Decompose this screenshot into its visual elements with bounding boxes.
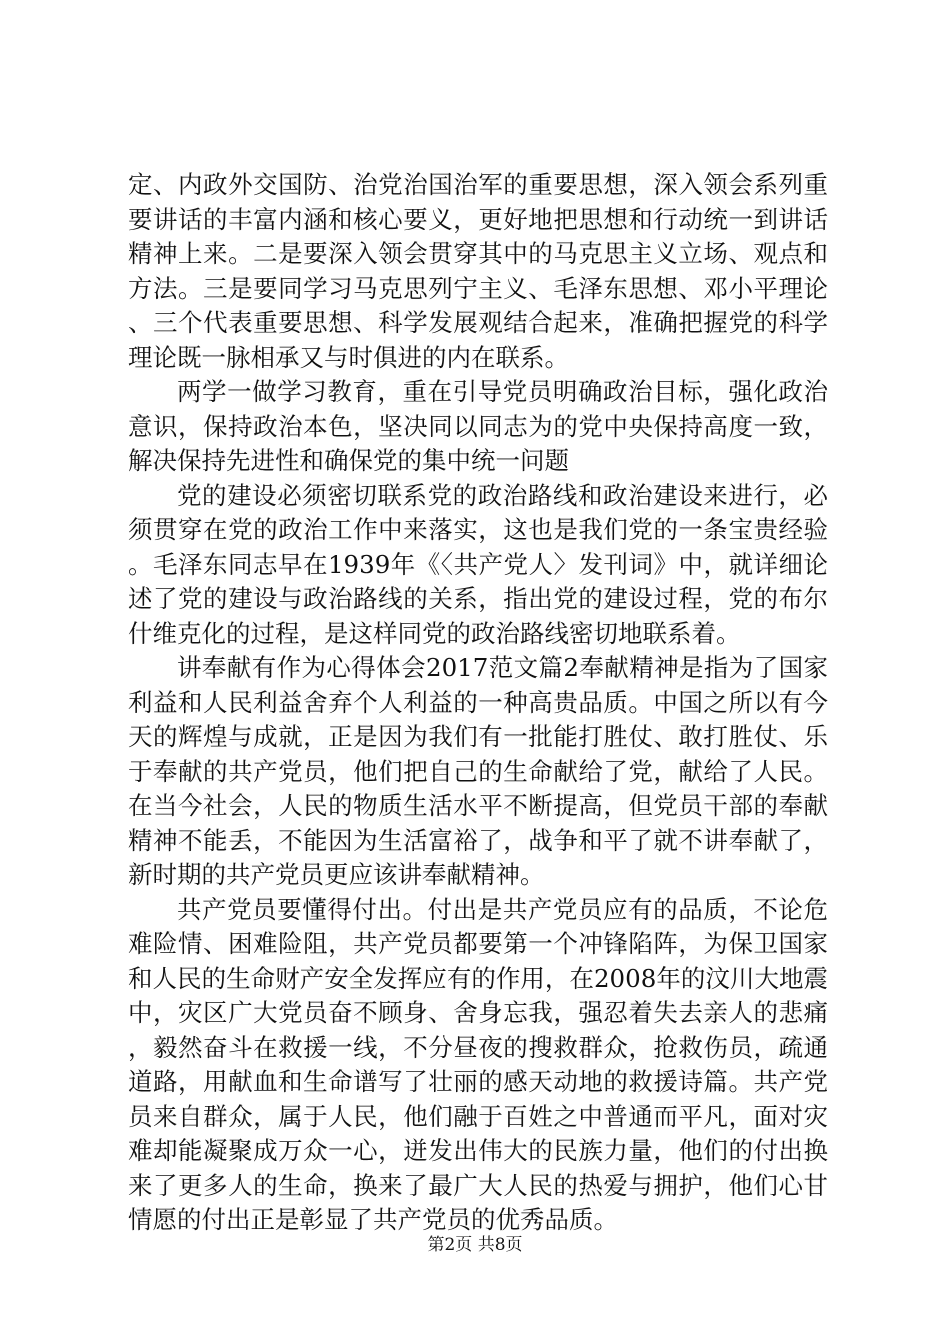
paragraph-continued: 定、内政外交国防、治党治国治军的重要思想，深入领会系列重要讲话的丰富内涵和核心要义，更好地把思想和行动统一到讲话精神上来。二是要深入领会贯穿其中的马克思主义立场、观点和方法。三是要同学习马克思列宁主义、毛泽东思想、邓小平理论、三个代表重要思想、科学发展观结合起来，准确把握党的科学理论既一脉相承又与时俱进的内在联系。 xyxy=(128,170,828,372)
paragraph: 党的建设必须密切联系党的政治路线和政治建设来进行，必须贯穿在党的政治工作中来落实，这也是我们党的一条宝贵经验。毛泽东同志早在1939年《〈共产党人〉发刊词》中，就详细论述了党的建设与政治路线的关系，指出党的建设过程，党的布尔什维克化的过程，是这样同党的政治路线密切地联系着。 xyxy=(128,480,828,648)
paragraph: 讲奉献有作为心得体会2017范文篇2奉献精神是指为了国家利益和人民利益舍弃个人利益的一种高贵品质。中国之所以有今天的辉煌与成就，正是因为我们有一批能打胜仗、敢打胜仗、乐于奉献的共产党员，他们把自己的生命献给了党，献给了人民。在当今社会，人民的物质生活水平不断提高，但党员干部的奉献精神不能丢，不能因为生活富裕了，战争和平了就不讲奉献了，新时期的共产党员更应该讲奉献精神。 xyxy=(128,653,828,889)
page-number-footer: 第2页 共8页 xyxy=(427,1235,523,1255)
document-body xyxy=(128,168,828,1238)
paragraph: 两学一做学习教育，重在引导党员明确政治目标，强化政治意识，保持政治本色，坚决同以同志为的党中央保持高度一致，解决保持先进性和确保党的集中统一问题 xyxy=(128,377,828,475)
paragraph: 共产党员要懂得付出。付出是共产党员应有的品质，不论危难险情、困难险阻，共产党员都要第一个冲锋陷阵，为保卫国家和人民的生命财产安全发挥应有的作用，在2008年的汶川大地震中，灾区广大党员奋不顾身、舍身忘我，强忍着失去亲人的悲痛，毅然奋斗在救援一线，不分昼夜的搜救群众，抢救伤员，疏通道路，用献血和生命谱写了壮丽的感天动地的救援诗篇。共产党员来自群众，属于人民，他们融于百姓之中普通而平凡，面对灾难却能凝聚成万众一心，迸发出伟大的民族力量，他们的付出换来了更多人的生命，换来了最广大人民的热爱与拥护，他们心甘情愿的付出正是彰显了共产党员的优秀品质。 xyxy=(128,894,828,1234)
